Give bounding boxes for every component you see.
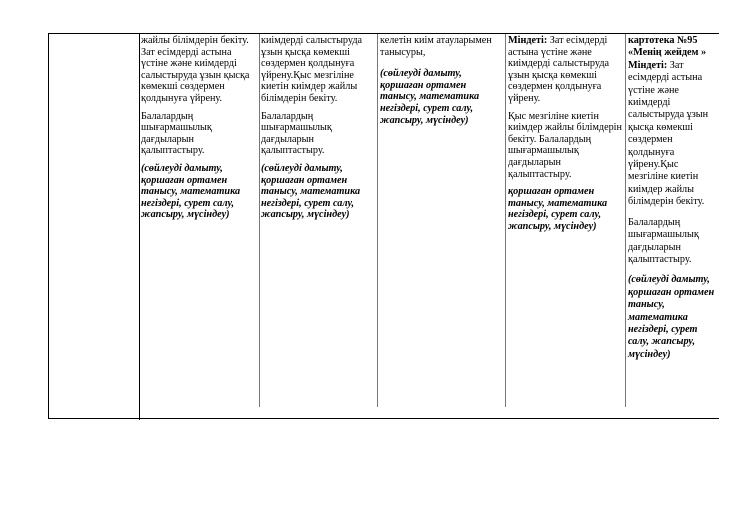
card-title: картотека №95 «Менің жейдем » [628, 35, 707, 59]
column-divider [625, 34, 626, 407]
task-text: Зат есімдерді астына үстіне және киімдерді салыстыруда ұзын қысқа көмекші сөздермен қолдынуға үйрену. [508, 35, 610, 104]
day-column-1 [141, 34, 258, 227]
learning-areas: (сөйлеуді дамыту, қоршаған ортамен танысу, математика негіздері, сурет салу, жапсыру, мүсіндеу) [628, 274, 715, 360]
skills-text: Қыс мезгіліне киетін киімдер жайлы білімдерін бекіту. Балалардың шығармашылық дағдыларын қалыптастыру. [508, 110, 622, 180]
day-column-5 [628, 34, 719, 369]
column-divider [139, 34, 140, 420]
task-text: келетін киім атауларымен танысуры, [380, 35, 492, 58]
day-column-3 [380, 34, 503, 132]
task-label: Міндеті: [508, 35, 548, 46]
column-divider [259, 34, 260, 407]
task-text: Зат есімдерді астына үстіне және киімдерді салыстыруда ұзын қысқа көмекші сөздермен қолдынуға үйрену.Қыс мезгіліне киетін киімдер жайлы білімдерін бекіту. [628, 59, 709, 208]
skills-text: Балалардың шығармашылық дағдыларын қалыптастыру. [261, 110, 332, 157]
skills-text: Балалардың шығармашылық дағдыларын қалыптастыру. [141, 110, 212, 157]
schedule-table [48, 33, 719, 419]
task-label: Міндеті: [628, 59, 668, 71]
day-column-2 [261, 34, 376, 227]
learning-areas: (сөйлеуді дамыту, қоршаған ортамен танысу, математика негіздері, сурет салу, жапсыру, мүсіндеу) [261, 162, 361, 221]
column-divider [505, 34, 506, 407]
task-text: жайлы білімдерін бекіту. Зат есімдерді астына үстіне және киімдерді салыстыруда ұзын қысқа көмекші сөздермен қолдынуға үйрену. [141, 35, 250, 104]
learning-areas: (сөйлеуді дамыту, қоршаған ортамен танысу, математика негіздері, сурет салу, жапсыру, мүсіндеу) [141, 162, 241, 221]
day-column-4 [508, 34, 624, 239]
column-divider [377, 34, 378, 407]
learning-areas: (сөйлеуді дамыту, қоршаған ортамен танысу, математика негіздері, сурет салу, жапсыру, мүсіндеу) [380, 68, 480, 126]
skills-text: Балалардың шығармашылық дағдыларын қалыптастыру. [628, 216, 699, 265]
task-text: киімдерді салыстыруда ұзын қысқа көмекші сөздермен қолдынуға үйрену.Қыс мезгіліне киетін киімдер жайлы білімдерін бекіту. [261, 35, 363, 104]
empty-first-column [49, 34, 139, 35]
learning-areas: қоршаған ортамен танысу, математика негіздері, сурет салу, жапсыру, мүсіндеу) [508, 186, 608, 232]
